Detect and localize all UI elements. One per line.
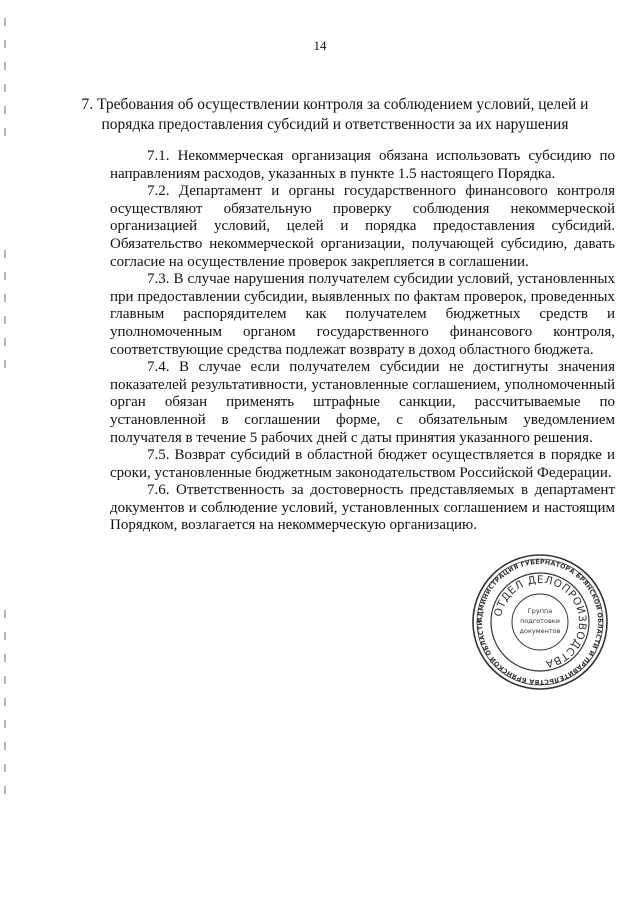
clause-list (110, 148, 615, 535)
official-seal-stamp (470, 552, 610, 692)
clause-7-6: 7.6. Ответственность за достоверность представляемых в департамент документов и соблюдение условий, установленных соглашением и настоящим Порядком, возлагается на некоммерческую организацию. (110, 482, 615, 534)
clause-7-4: 7.4. В случае если получателем субсидии не достигнуты значения показателей результативности, установленные соглашением, уполномоченный орган обязан применять штрафные санкции, рассчитываемые по установленной в соглашении форме, с обязательным уведомлением получателя в течение 5 рабочих дней с даты принятия указанного решения. (110, 359, 615, 446)
seal-outer-ring-text: АДМИНИСТРАЦИЯ ГУБЕРНАТОРА БРЯНСКОЙ ОБЛАСТИ И ПРАВИТЕЛЬСТВА БРЯНСКОЙ ОБЛАСТИ (476, 558, 604, 686)
binding-margin-marks (4, 0, 10, 905)
clause-7-1: 7.1. Некоммерческая организация обязана использовать субсидию по направлениям расходов, указанных в пункте 1.5 настоящего Порядка. (110, 148, 615, 182)
seal-graphic (470, 552, 610, 692)
page-number: 14 (313, 38, 327, 53)
seal-center-line-1: Группа (527, 607, 553, 615)
clause-7-3: 7.3. В случае нарушения получателем субсидии условий, установленных при предоставлении субсидии, выявленных по фактам проверок, проведенных главным распорядителем как получателем бюджетных средств и уполномоченным органом государственного финансового контроля, соответствующие средства подлежат возврату в доход областного бюджета. (110, 271, 615, 358)
clause-7-2: 7.2. Департамент и органы государственного финансового контроля осуществляют обязательную проверку соблюдения некоммерческой организацией условий, целей и порядка предоставления субсидий. Обязательство некоммерческой организации, получающей субсидию, давать согласие на осуществление проверок закрепляется в соглашении. (110, 183, 615, 270)
seal-inner-ring-text: ОТДЕЛ ДЕЛОПРОИЗВОДСТВА (492, 573, 589, 670)
seal-center-line-2: подготовки (520, 617, 560, 625)
section-heading: 7. Требования об осуществлении контроля за соблюдением условий, целей и порядка предоставления субсидий и ответственности за их нарушения (81, 96, 589, 133)
clause-7-5: 7.5. Возврат субсидий в областной бюджет осуществляется в порядке и сроки, установленные бюджетным законодательством Российской Федерации. (110, 447, 615, 481)
seal-center-line-3: документов (519, 627, 561, 635)
